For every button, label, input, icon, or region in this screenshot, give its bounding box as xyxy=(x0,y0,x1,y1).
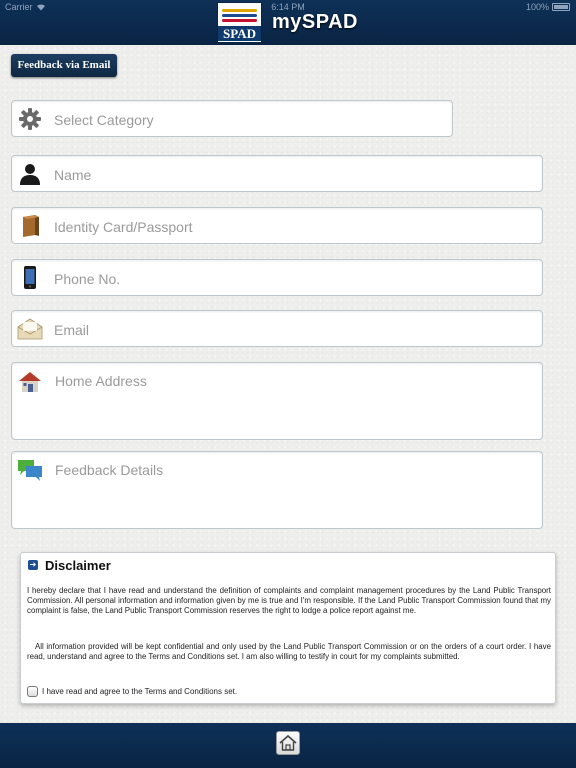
agree-terms-label[interactable]: I have read and agree to the Terms and Conditions set. xyxy=(42,687,238,696)
person-icon xyxy=(17,162,43,186)
disclaimer-paragraph-1: I hereby declare that I have read and understand the definition of complaints and complaint management procedures by the Land Public Transport Commission. All personal information and information given by me is true and I'm responsible. If the Land Public Transport Commission found that my complaint is false, the Land Public Transport Commission reserves the right to lodge a police report against me. xyxy=(27,586,551,615)
name-field[interactable] xyxy=(11,155,543,192)
home-button[interactable] xyxy=(276,731,300,755)
battery-label: 100% xyxy=(525,2,549,12)
app-header xyxy=(0,0,576,45)
home-address-field[interactable] xyxy=(11,362,543,440)
phone-placeholder: Phone No. xyxy=(54,271,121,287)
feedback-via-email-button[interactable]: Feedback via Email xyxy=(11,54,117,77)
email-field[interactable] xyxy=(11,310,543,347)
disclaimer-panel xyxy=(20,552,556,704)
status-battery xyxy=(526,2,570,12)
bottom-bar xyxy=(0,723,576,768)
home-icon xyxy=(277,732,299,754)
arrow-right-icon: ➔ xyxy=(29,560,37,569)
agree-terms-checkbox[interactable] xyxy=(27,686,38,697)
feedback-details-field[interactable] xyxy=(11,451,543,529)
gear-icon xyxy=(17,107,43,131)
app-title: mySPAD xyxy=(272,11,358,33)
address-placeholder: Home Address xyxy=(55,373,147,389)
identity-card-passport-field[interactable] xyxy=(11,207,543,244)
email-placeholder: Email xyxy=(54,322,90,338)
select-category-dropdown[interactable] xyxy=(11,100,453,137)
house-icon xyxy=(17,369,43,393)
logo-text: SPAD xyxy=(218,26,261,41)
name-placeholder: Name xyxy=(54,167,92,183)
phone-number-field[interactable] xyxy=(11,259,543,296)
category-placeholder: Select Category xyxy=(54,112,154,128)
battery-icon xyxy=(552,3,570,11)
envelope-icon xyxy=(17,317,43,341)
identity-placeholder: Identity Card/Passport xyxy=(54,219,193,235)
status-time: 6:14 PM xyxy=(271,2,305,12)
feedback-placeholder: Feedback Details xyxy=(55,462,164,478)
agree-terms-row[interactable] xyxy=(27,686,237,697)
chat-bubbles-icon xyxy=(17,458,43,482)
spad-logo xyxy=(217,2,262,43)
id-book-icon xyxy=(17,214,43,238)
phone-icon xyxy=(17,266,43,290)
disclaimer-title: Disclaimer xyxy=(45,558,111,573)
disclaimer-paragraph-2: All information provided will be kept confidential and only used by the Land Public Transport Commission or on the orders of a court order. I have read, understand and agree to the Terms and Conditions set. I am also willing to testify in court for my complaints submitted. xyxy=(27,642,551,661)
carrier-label: Carrier xyxy=(5,2,33,12)
